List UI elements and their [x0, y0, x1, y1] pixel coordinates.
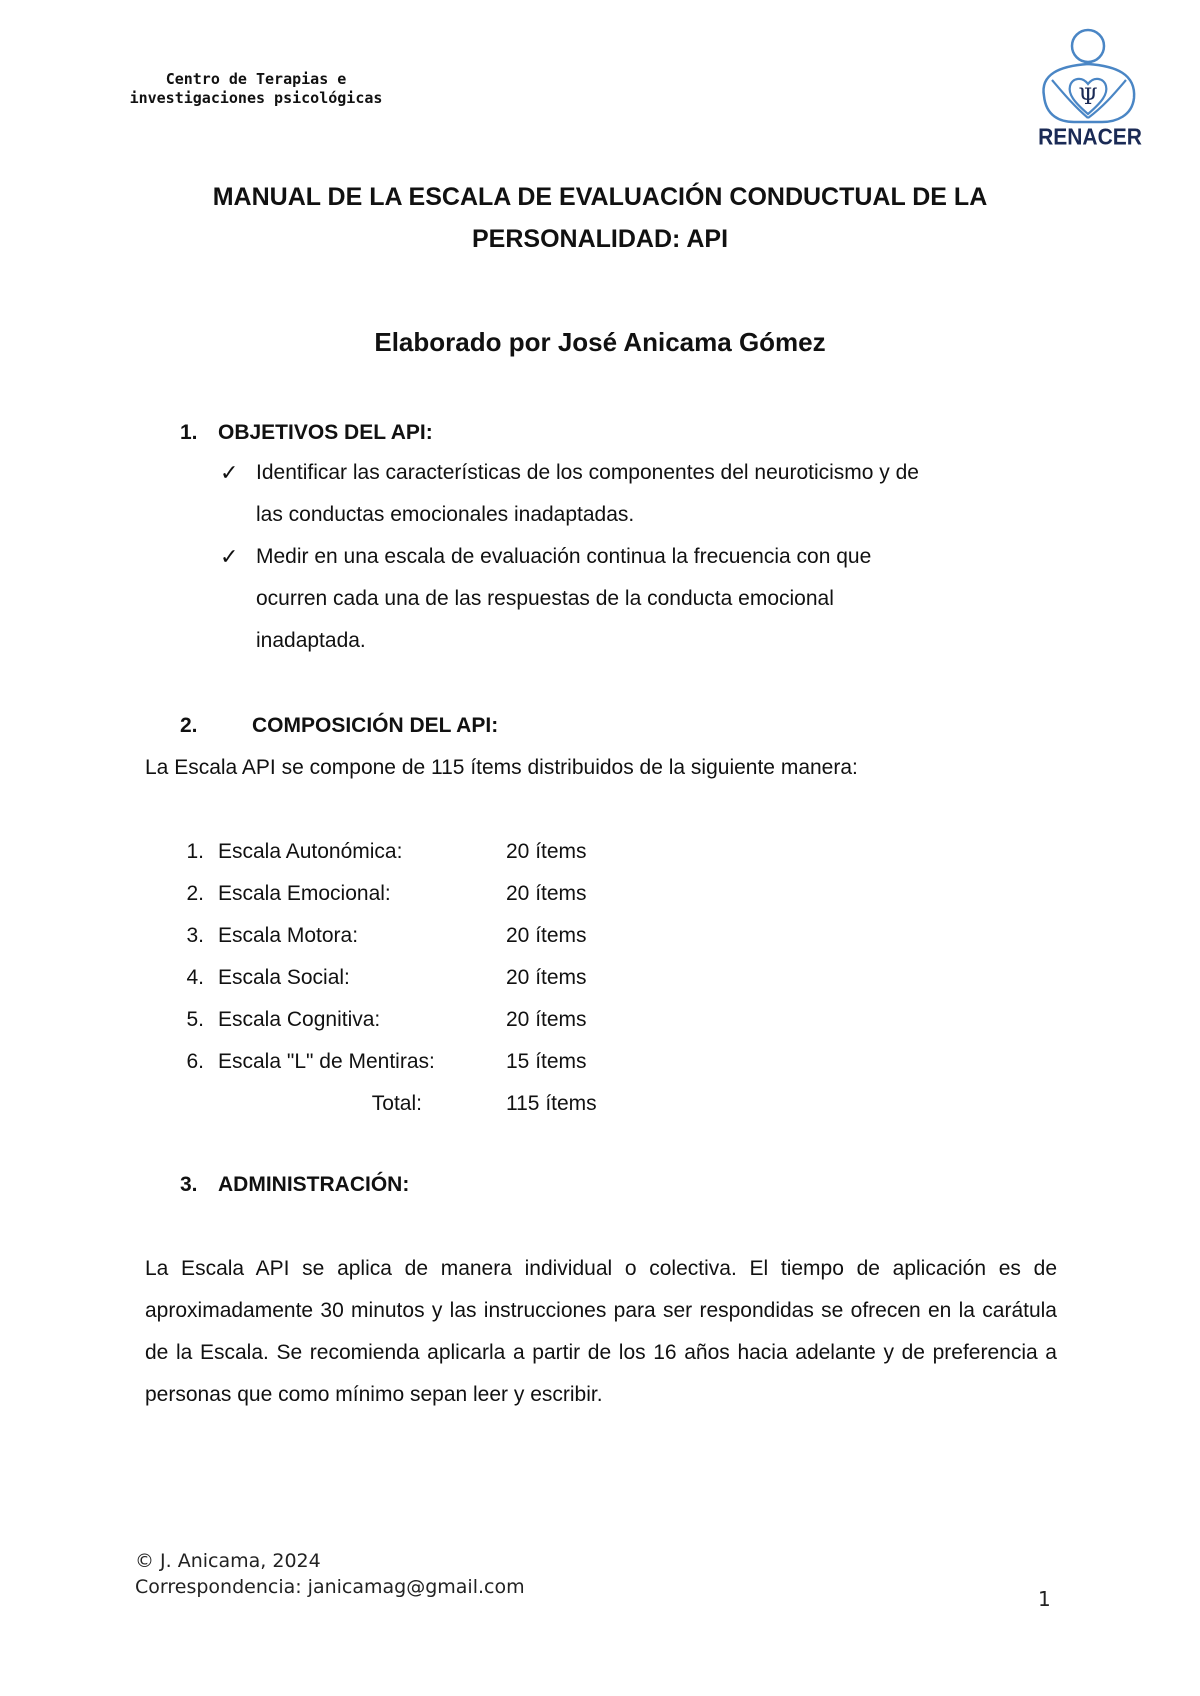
scale-name: Escala Cognitiva:: [218, 1008, 381, 1031]
document-title-line1: MANUAL DE LA ESCALA DE EVALUACIÓN CONDUCTUAL DE LA: [212, 183, 988, 211]
organization-name-line2: investigaciones psicológicas: [129, 89, 383, 107]
objective-item: [220, 536, 1040, 662]
total-value: 115 ítems: [506, 1092, 597, 1115]
checkmark-icon: ✓: [220, 460, 239, 485]
page-number: 1: [1038, 1587, 1051, 1611]
checkmark-icon: ✓: [220, 544, 239, 569]
paragraph-line: hacia adelante y de preferencia a personas que como mínimo sepan leer y escribir.: [145, 1341, 1057, 1406]
scale-item-count: 20 ítems: [506, 840, 587, 863]
document-title-line2: PERSONALIDAD: API: [471, 225, 729, 253]
scale-name: Escala Motora:: [218, 924, 359, 947]
copyright-text: © J. Anicama, 2024: [135, 1550, 321, 1572]
logo-text: RENACER: [1038, 124, 1142, 151]
scale-name: Escala Social:: [218, 966, 350, 989]
scale-item-count: 15 ítems: [506, 1050, 587, 1073]
scale-item-count: 20 ítems: [506, 882, 587, 905]
scale-name: Escala Autonómica:: [218, 840, 403, 863]
objective-item: [220, 452, 1040, 536]
paragraph-line: de aproximadamente 30 minutos y las instrucciones para ser respondidas se: [145, 1257, 1057, 1322]
objective-item-line: ocurren cada una de las respuestas de la conducta emocional: [256, 587, 834, 610]
scale-name: Escala "L" de Mentiras:: [218, 1050, 435, 1073]
renacer-logo: [1030, 24, 1150, 154]
organization-name-line1: Centro de Terapias e: [165, 70, 347, 88]
section1-title: OBJETIVOS DEL API:: [218, 421, 433, 444]
scale-number: 1.: [186, 840, 204, 863]
svg-text:Ψ: Ψ: [1078, 85, 1098, 110]
psi-heart-person-icon: [1030, 24, 1150, 128]
composition-intro: La Escala API se compone de 115 ítems distribuidos de la siguiente manera:: [145, 756, 858, 779]
section3-number: 3.: [180, 1173, 198, 1196]
objective-item-line: las conductas emocionales inadaptadas.: [256, 503, 635, 526]
administration-paragraph: [145, 1248, 1057, 1416]
scale-item-count: 20 ítems: [506, 1008, 587, 1031]
section2-number: 2.: [180, 714, 198, 737]
paragraph-line: La Escala API se aplica de manera individual o colectiva. El tiempo de aplicación es: [145, 1257, 1021, 1280]
document-title: [130, 176, 1070, 260]
scale-number: 5.: [186, 1008, 204, 1031]
objective-item-line: inadaptada.: [256, 629, 366, 652]
author-line: Elaborado por José Anicama Gómez: [374, 327, 826, 357]
section3-title: ADMINISTRACIÓN:: [218, 1173, 410, 1196]
section1-heading: [180, 421, 433, 445]
section3-heading: [180, 1173, 409, 1197]
section1-number: 1.: [180, 421, 198, 444]
scale-item-count: 20 ítems: [506, 924, 587, 947]
total-label: Total:: [371, 1092, 422, 1115]
objective-item-line: Identificar las características de los componentes del neuroticismo y de: [256, 461, 919, 484]
section2-heading: [180, 714, 498, 738]
footer: [135, 1548, 525, 1600]
objective-item-line: Medir en una escala de evaluación continua la frecuencia con que: [256, 545, 872, 568]
scale-number: 3.: [186, 924, 204, 947]
section2-title: COMPOSICIÓN DEL API:: [252, 714, 499, 737]
paragraph-line: ofrecen en la carátula de la Escala. Se recomienda aplicarla a partir de los 16 años: [145, 1299, 1057, 1364]
scale-number: 4.: [186, 966, 204, 989]
correspondence-email: Correspondencia: janicamag@gmail.com: [135, 1576, 525, 1598]
organization-name: [96, 70, 416, 108]
scale-name: Escala Emocional:: [218, 882, 391, 905]
scale-number: 2.: [186, 882, 204, 905]
scale-item-count: 20 ítems: [506, 966, 587, 989]
scale-number: 6.: [186, 1050, 204, 1073]
